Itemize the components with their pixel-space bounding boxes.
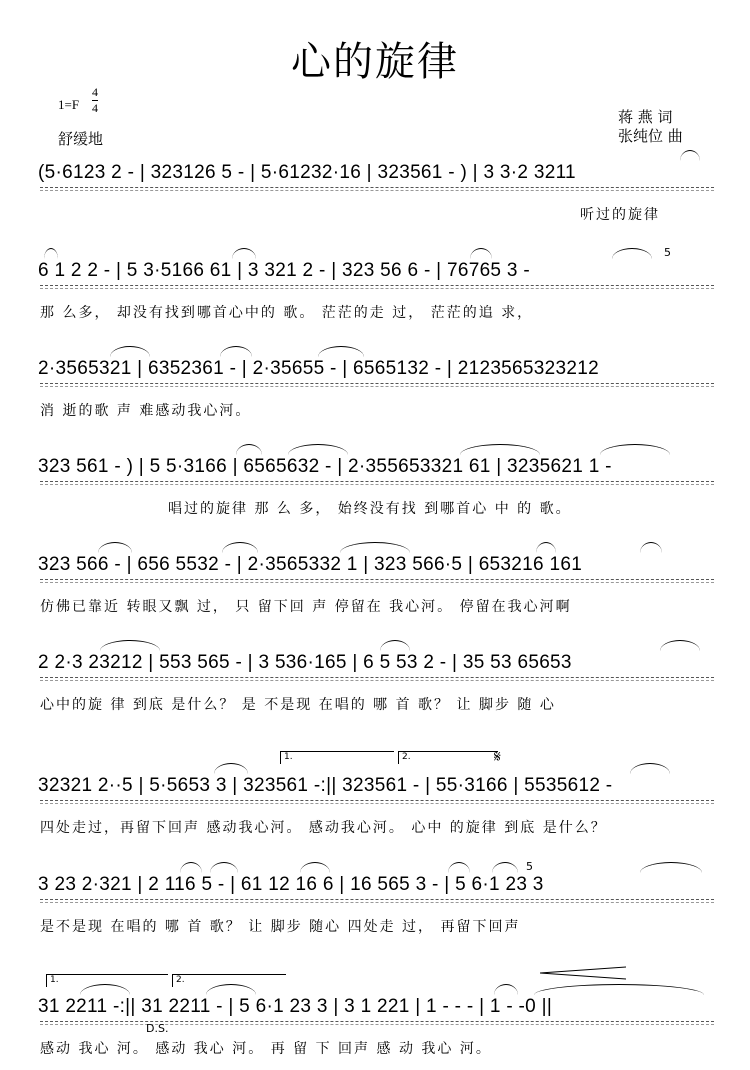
notation-line: 2 2·3 23212 | 553 565 - | 3 536·165 | 6 5 53 2 - | 35 53 65653 — [38, 652, 572, 673]
lyric-line: 感动 我心 河。 感动 我心 河。 再 留 下 回声 感 动 我心 河。 — [40, 1041, 492, 1057]
grace-note: 5 — [664, 246, 671, 259]
notation-line: 32321 2··5 | 5·5653 3 | 323561 -:|| 323561 - | 55·3166 | 5535612 - — [38, 775, 613, 796]
second-ending-bracket — [398, 751, 498, 764]
second-ending-label: 2. — [402, 752, 411, 762]
dal-segno-mark: D.S. — [146, 1022, 169, 1035]
lyric-line: 消 逝的歌 声 难感动我心河。 — [40, 403, 252, 419]
first-ending-bracket — [280, 751, 394, 764]
lyric-line: 唱过的旋律 那 么 多， 始终没有找 到哪首心 中 的 歌。 — [168, 501, 572, 517]
first-ending-label: 1. — [50, 975, 59, 985]
notation-line: 6 1 2 2 - | 5 3·5166 61 | 3 321 2 - | 323 56 6 - | 76765 3 - — [38, 260, 530, 281]
time-numerator: 4 — [92, 85, 98, 99]
tempo-marking: 舒缓地 — [58, 130, 104, 148]
notation-line: 323 566 - | 656 5532 - | 2·3565332 1 | 323 566·5 | 653216 161 — [38, 554, 583, 575]
lyric-line: 心中的旋 律 到底 是什么？ 是 不是现 在唱的 哪 首 歌？ 让 脚步 随 心 — [40, 697, 556, 713]
notation-line: (5·6123 2 - | 323126 5 - | 5·61232·16 | 323561 - ) | 3 3·2 3211 — [38, 162, 576, 183]
notation-line: 323 561 - ) | 5 5·3166 | 6565632 - | 2·355653321 61 | 3235621 1 - — [38, 456, 612, 477]
key-signature: 1=F — [58, 97, 80, 112]
composer-credit: 张纯位 曲 — [618, 127, 683, 145]
second-ending-label: 2. — [176, 975, 185, 985]
lyric-line: 四处走过，再留下回声 感动我心河。 感动我心河。 心中 的旋律 到底 是什么？ — [40, 820, 607, 836]
song-title: 心的旋律 — [291, 39, 459, 85]
notation-line: 2·3565321 | 6352361 - | 2·35655 - | 6565132 - | 2123565323212 — [38, 358, 599, 379]
notation-line: 31 2211 -:|| 31 2211 - | 5 6·1 23 3 | 3 1 221 | 1 - - - | 1 - -0 || — [38, 996, 553, 1017]
time-signature — [92, 86, 98, 115]
notation-line: 3 23 2·321 | 2 116 5 - | 61 12 16 6 | 16 565 3 - | 5 6·1 23 3 — [38, 874, 544, 895]
hairpin-mark — [540, 966, 626, 980]
lyricist-credit: 蒋 燕 词 — [618, 108, 673, 126]
time-denominator: 4 — [92, 101, 98, 115]
lyric-line: 是不是现 在唱的 哪 首 歌？ 让 脚步 随心 四处走 过， 再留下回声 — [40, 919, 521, 935]
segno-sign: 𝄋 — [494, 747, 501, 766]
lyric-line: 那 么多， 却没有找到哪首心中的 歌。 茫茫的走 过， 茫茫的追 求， — [40, 305, 534, 321]
lyric-line: 仿佛已靠近 转眼又飘 过， 只 留下回 声 停留在 我心河。 停留在我心河啊 — [40, 599, 572, 615]
first-ending-label: 1. — [284, 752, 293, 762]
lyric-line: 听过的旋律 — [580, 207, 660, 223]
grace-note: 5 — [526, 860, 533, 873]
